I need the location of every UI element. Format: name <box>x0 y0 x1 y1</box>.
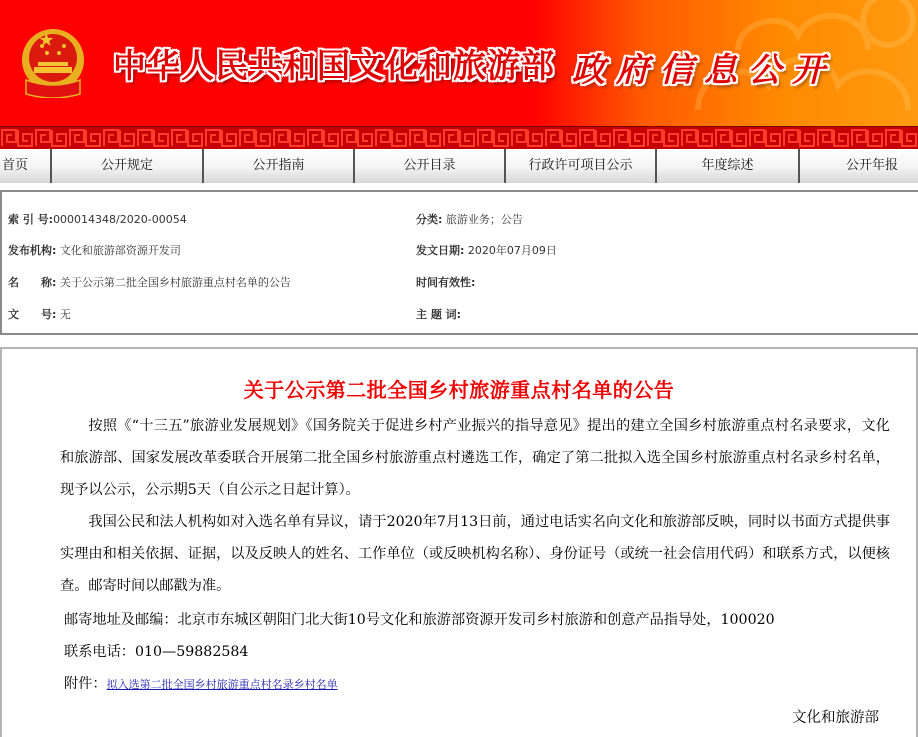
contact-phone-value: 010—59882584 <box>134 644 249 660</box>
meta-name-value: 关于公示第二批全国乡村旅游重点村名单的公告 <box>59 276 291 289</box>
nav-disclosure-guide[interactable]: 公开指南 <box>204 149 355 183</box>
meta-validity-label: 时间有效性: <box>416 276 476 289</box>
meta-doc-no <box>8 306 71 322</box>
meta-publisher-label: 发布机构: <box>8 244 57 257</box>
site-title: 中华人民共和国文化和旅游部 <box>113 46 555 85</box>
nav-disclosure-rules[interactable]: 公开规定 <box>52 149 204 183</box>
meta-date-label: 发文日期: <box>416 244 465 257</box>
meta-index-no <box>8 211 187 227</box>
fret-border-decoration <box>0 126 918 150</box>
national-emblem-icon <box>20 28 86 98</box>
mailing-address <box>64 609 775 629</box>
meta-doc-no-label: 文 号: <box>8 308 57 321</box>
meta-category-value: 旅游业务；公告 <box>445 213 523 226</box>
issuer-signature: 文化和旅游部 <box>792 710 879 726</box>
main-nav <box>0 149 918 183</box>
meta-validity <box>416 274 475 290</box>
meta-name <box>8 274 291 290</box>
contact-phone-label: 联系电话： <box>64 644 135 660</box>
nav-admin-license[interactable]: 行政许可项目公示 <box>506 149 657 183</box>
mailing-address-label: 邮寄地址及邮编： <box>64 612 178 628</box>
attachment <box>64 673 338 693</box>
paragraph-2: 我国公民和法人机构如对入选名单有异议，请于2020年7月13日前，通过电话实名向文化和旅游部反映，同时以书面方式提供事实理由和相关依据、证据，以及反映人的姓名、工作单位（或反映机构名称）、身份证号（或统一社会信用代码）和联系方式，以便核查。邮寄时间以邮戳为准。 <box>60 514 890 594</box>
meta-publisher-value: 文化和旅游部资源开发司 <box>59 244 181 257</box>
meta-date <box>416 242 557 258</box>
meta-date-value: 2020年07月09日 <box>467 244 557 257</box>
document-title: 关于公示第二批全国乡村旅游重点村名单的公告 <box>243 378 675 402</box>
contact-phone <box>64 641 248 661</box>
paragraph-1: 按照《“十三五”旅游业发展规划》《国务院关于促进乡村产业振兴的指导意见》提出的建立全国乡村旅游重点村名录要求，文化和旅游部、国家发展改革委联合开展第二批全国乡村旅游重点村遴选工作，确定了第二批拟入选全国乡村旅游重点村名录乡村名单，现予以公示，公示期5天（自公示之日起计算）。 <box>60 418 890 498</box>
nav-annual-summary[interactable]: 年度综述 <box>657 149 800 183</box>
header-banner <box>0 0 918 126</box>
section-title: 政府信息公开 <box>572 50 836 89</box>
nav-home[interactable]: 首页 <box>0 149 52 183</box>
meta-keywords <box>416 306 461 322</box>
nav-disclosure-catalog[interactable]: 公开目录 <box>355 149 506 183</box>
meta-publisher <box>8 242 181 258</box>
meta-doc-no-value: 无 <box>59 308 71 321</box>
meta-index-no-value: 000014348/2020-00054 <box>53 213 187 226</box>
meta-category-label: 分类: <box>416 213 443 226</box>
meta-keywords-label: 主 题 词: <box>416 308 462 321</box>
meta-index-no-label: 索 引 号: <box>8 213 54 226</box>
meta-name-label: 名 称: <box>8 276 57 289</box>
nav-annual-report[interactable]: 公开年报 <box>845 158 898 173</box>
attachment-link[interactable]: 拟入选第二批全国乡村旅游重点村名录乡村名单 <box>106 678 338 691</box>
mailing-address-value: 北京市东城区朝阳门北大街10号文化和旅游部资源开发司乡村旅游和创意产品指导处，100020 <box>177 612 775 628</box>
attachment-label: 附件： <box>64 676 107 692</box>
meta-category <box>416 211 523 227</box>
